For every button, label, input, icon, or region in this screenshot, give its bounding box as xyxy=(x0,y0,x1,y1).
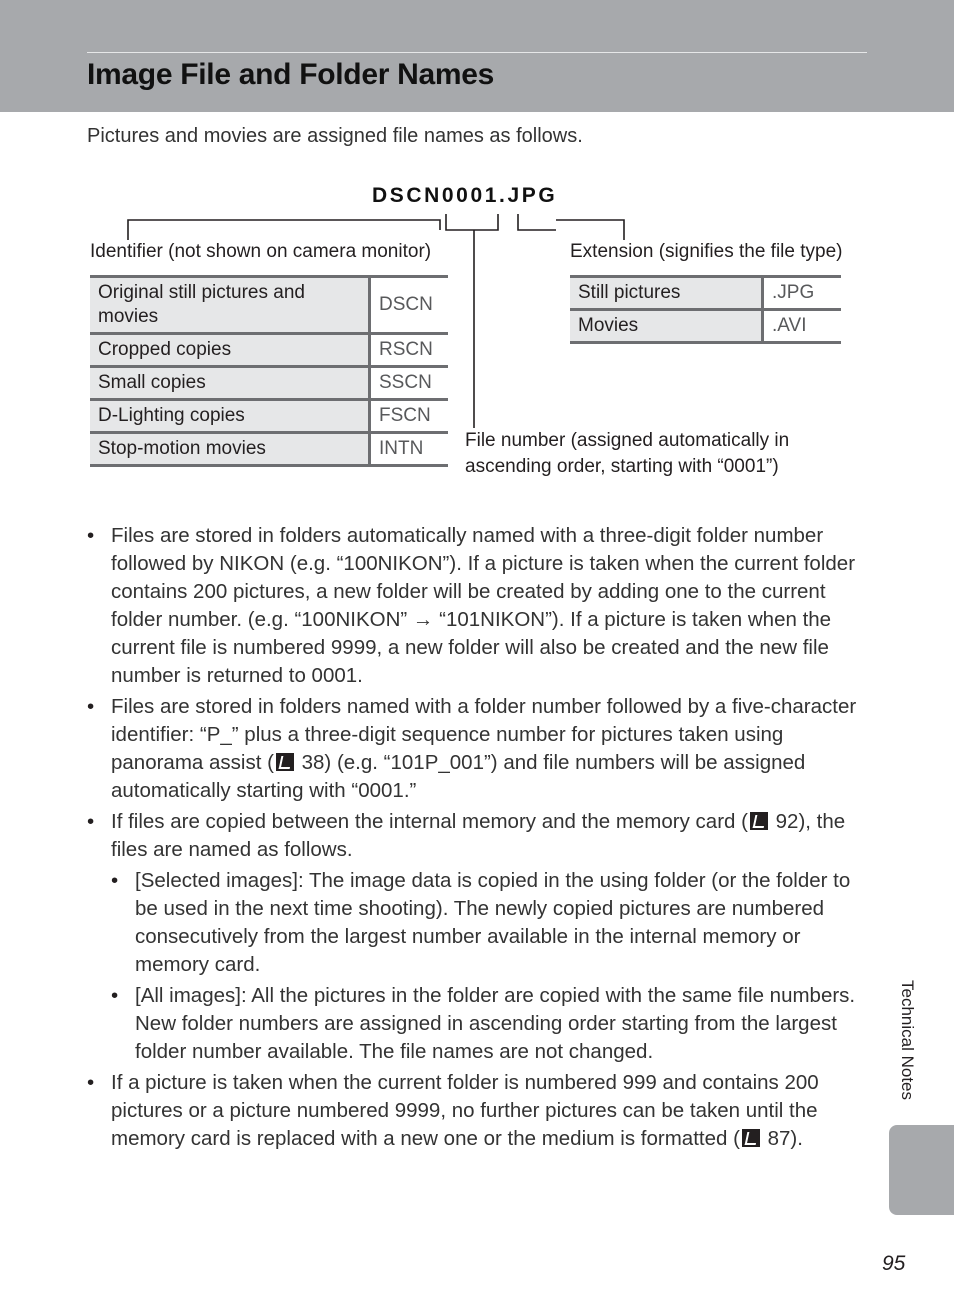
bullet-text: [Selected images]: The image data is copied in the using folder (or the folder to be used in the next time shooting). The newly copied pictures are numbered consecutively from the largest number available in the internal memory or memory card. xyxy=(135,869,851,976)
file-number-bracket xyxy=(446,214,498,230)
sub-list-item xyxy=(111,867,867,979)
bullet-text: Files are stored in folders automatically named with a three-digit folder number followed by NIKON (e.g. “100NIKON”). If a picture is taken when the current folder contains 200 pictures, a new folder will be created by adding one to the current folder number. (e.g. “100NIKON” → “101NIKON”). If a picture is taken when the current file is numbered 9999, a new folder will also be created and the new file number is returned to 0001. xyxy=(111,524,856,687)
file-number-label xyxy=(465,428,789,480)
list-item xyxy=(87,693,867,805)
identifier-table xyxy=(90,275,448,467)
bullet-text: Files are stored in folders named with a folder number followed by a five-character identifier: “P_” plus a three-digit sequence number for pictures taken using panorama assist ( xyxy=(111,695,857,774)
table-value: SSCN xyxy=(370,367,449,400)
file-number-label-line1: File number (assigned automatically in xyxy=(465,430,790,451)
page-reference-icon xyxy=(276,753,294,771)
table-row xyxy=(570,310,841,343)
table-key: Small copies xyxy=(90,367,370,400)
extension-label: Extension (signifies the file type) xyxy=(570,241,843,262)
list-item xyxy=(87,808,867,1066)
page-reference-icon xyxy=(742,1129,760,1147)
table-key: D-Lighting copies xyxy=(90,400,370,433)
table-row xyxy=(90,334,448,367)
bullet-text: If a picture is taken when the current folder is numbered 999 and contains 200 pictures or a picture numbered 9999, no further pictures can be taken until the memory card is replaced with a new one or the medium is formatted ( xyxy=(111,1071,819,1150)
extension-table xyxy=(570,275,841,344)
bullet-text: [All images]: All the pictures in the folder are copied with the same file numbers. New folder numbers are assigned in ascending order starting from the largest folder number available. The file names are not changed. xyxy=(135,984,856,1063)
extension-bracket-left xyxy=(518,214,556,230)
table-value: INTN xyxy=(370,433,449,466)
table-row xyxy=(90,400,448,433)
file-number-label-line2: ascending order, starting with “0001”) xyxy=(465,456,779,477)
intro-text: Pictures and movies are assigned file names as follows. xyxy=(87,125,583,147)
list-item xyxy=(87,522,867,690)
extension-bracket-right xyxy=(556,220,624,240)
table-key: Original still pictures and movies xyxy=(90,277,370,334)
sub-list-item xyxy=(111,982,867,1066)
list-item xyxy=(87,1069,867,1153)
table-row xyxy=(90,367,448,400)
table-key: Cropped copies xyxy=(90,334,370,367)
bullet-text: 87). xyxy=(761,1127,803,1150)
table-value: .AVI xyxy=(763,310,842,343)
table-row xyxy=(90,433,448,466)
identifier-label: Identifier (not shown on camera monitor) xyxy=(90,241,432,262)
table-key: Still pictures xyxy=(570,277,763,310)
bullet-text: 92), the files are named as follows. xyxy=(111,810,846,861)
page-number: 95 xyxy=(882,1252,906,1275)
bullet-list xyxy=(87,522,867,1156)
diagram-filename: DSCN0001.JPG xyxy=(372,184,558,207)
bullet-text: If files are copied between the internal memory and the memory card ( xyxy=(111,810,748,833)
side-tab xyxy=(889,1125,954,1215)
table-key: Stop-motion movies xyxy=(90,433,370,466)
identifier-bracket xyxy=(128,220,440,240)
table-value: .JPG xyxy=(763,277,842,310)
page-reference-icon xyxy=(750,812,768,830)
table-value: RSCN xyxy=(370,334,449,367)
table-row xyxy=(90,277,448,334)
table-value: DSCN xyxy=(370,277,449,334)
table-key: Movies xyxy=(570,310,763,343)
table-row xyxy=(570,277,841,310)
table-value: FSCN xyxy=(370,400,449,433)
side-tab-label: Technical Notes xyxy=(898,980,917,1101)
bullet-text: 38) (e.g. “101P_001”) and file numbers will be assigned automatically starting with “0001.” xyxy=(111,751,806,802)
page-title: Image File and Folder Names xyxy=(87,58,495,91)
